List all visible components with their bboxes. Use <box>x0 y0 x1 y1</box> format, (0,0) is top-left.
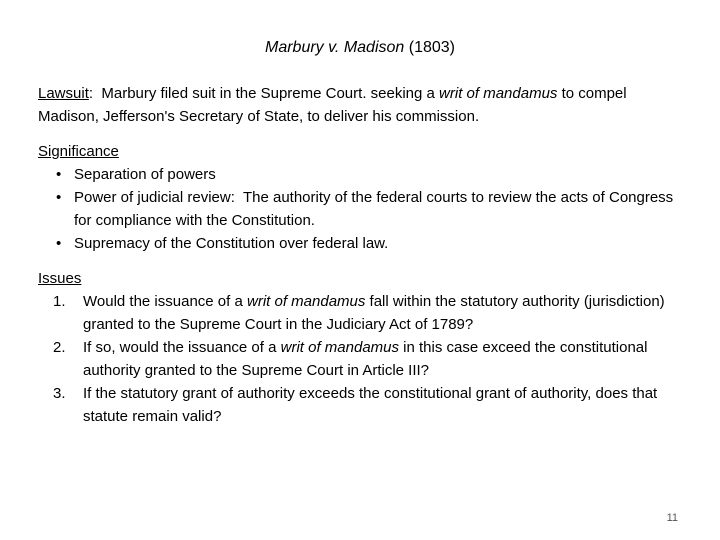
issue-writ: writ of mandamus <box>280 339 399 356</box>
slide-title <box>0 36 720 59</box>
issue-text-after: in this case exceed the constitutional authority granted to the Supreme Court in Article III? <box>83 339 648 379</box>
lawsuit-colon: : <box>88 85 94 102</box>
significance-section <box>38 140 683 255</box>
significance-item <box>56 186 683 232</box>
issue-number: 3. <box>53 385 66 402</box>
bullet-icon: • <box>56 189 62 206</box>
lawsuit-label: Lawsuit <box>38 85 89 102</box>
case-year: (1803) <box>408 39 455 56</box>
issue-text-after: fall within the statutory authority (jurisdiction) granted to the Supreme Court in the Judiciary Act of 1789? <box>83 293 665 333</box>
lawsuit-text-before: Marbury filed suit in the Supreme Court. seeking a <box>93 85 440 102</box>
issue-item <box>53 336 683 382</box>
significance-item <box>56 232 683 255</box>
slide-body <box>38 82 683 428</box>
bullet-icon: • <box>56 166 62 183</box>
significance-item-text: Power of judicial review: The authority of the federal courts to review the acts of Congress for compliance with the Constitution. <box>74 189 678 229</box>
significance-heading: Significance <box>38 143 119 160</box>
case-name: Marbury v. Madison <box>264 39 405 56</box>
issue-number: 1. <box>53 293 66 310</box>
issue-item <box>53 382 683 428</box>
lawsuit-writ: writ of mandamus <box>439 85 558 102</box>
significance-item <box>56 163 683 186</box>
issue-text-before: Would the issuance of a <box>83 293 247 310</box>
page-number: 11 <box>666 512 678 524</box>
issue-text-before: If the statutory grant of authority exceeds the constitutional grant of authority, does that statute remain valid? <box>83 385 658 425</box>
issues-heading: Issues <box>38 270 82 287</box>
lawsuit-paragraph <box>38 82 683 128</box>
lawsuit-text-after: to compel Madison, Jefferson's Secretary of State, to deliver his commission. <box>38 85 627 125</box>
issue-item <box>53 290 683 336</box>
significance-item-text: Separation of powers <box>74 166 216 183</box>
significance-list <box>38 163 683 255</box>
issues-list <box>38 290 683 428</box>
bullet-icon: • <box>56 235 62 252</box>
issue-text-before: If so, would the issuance of a <box>83 339 281 356</box>
issues-section <box>38 267 683 428</box>
significance-item-text: Supremacy of the Constitution over federal law. <box>74 235 389 252</box>
issue-number: 2. <box>53 339 66 356</box>
issue-writ: writ of mandamus <box>247 293 366 310</box>
